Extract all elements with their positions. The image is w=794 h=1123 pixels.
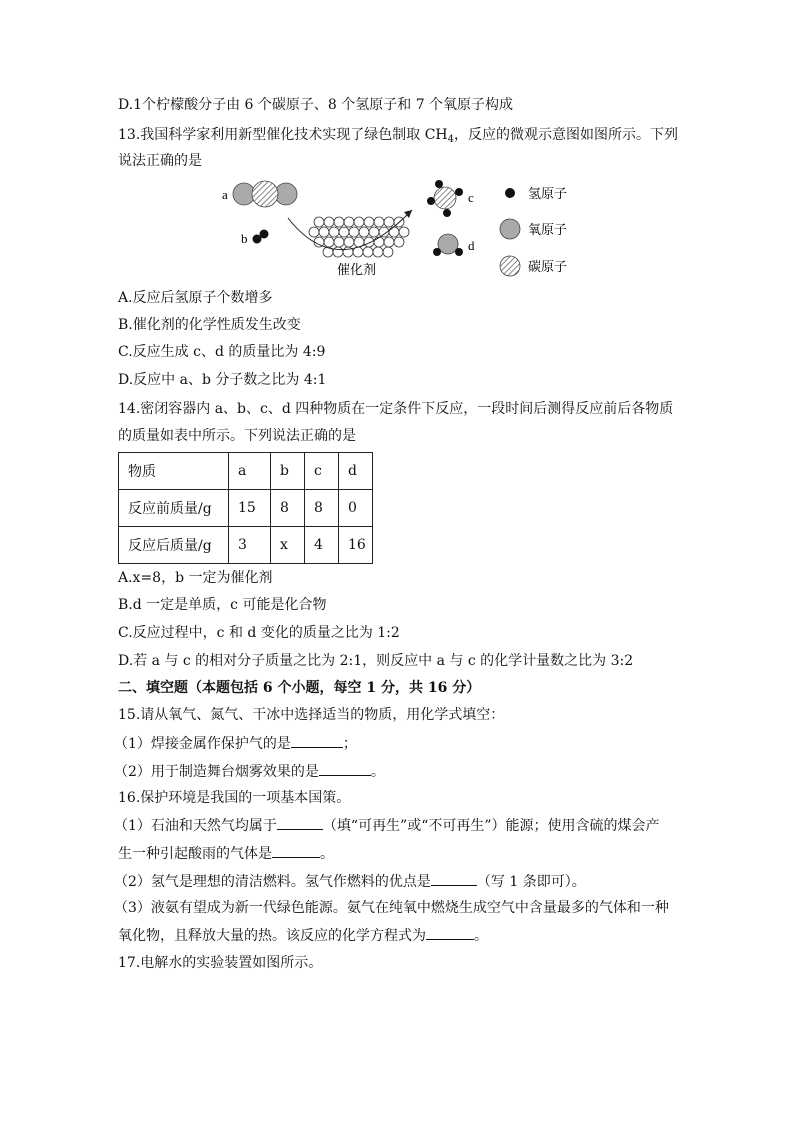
catalyst-particle	[349, 227, 359, 237]
table-cell: 0	[339, 490, 373, 527]
table-cell: 8	[305, 490, 339, 527]
table-header-cell: d	[339, 453, 373, 490]
catalyst-particle	[334, 217, 344, 227]
q12-option-d: D.1个柠檬酸分子由 6 个碳原子、8 个氢原子和 7 个氧原子构成	[118, 97, 514, 113]
catalyst-particle	[344, 217, 354, 227]
catalyst-particle	[314, 217, 324, 227]
table-cell: 反应后质量/g	[119, 527, 229, 564]
catalyst-particle	[333, 247, 343, 257]
table-header-cell: c	[305, 453, 339, 490]
label-b: b	[241, 231, 248, 246]
catalyst-particle	[344, 237, 354, 247]
q13-stem-line2: 说法正确的是	[118, 153, 202, 169]
catalyst-particle	[384, 217, 394, 227]
legend	[500, 186, 567, 276]
catalyst-particle	[309, 227, 319, 237]
table-row	[119, 490, 373, 527]
answer-blank[interactable]	[277, 815, 323, 830]
label-a: a	[222, 187, 228, 202]
table-cell: 反应前质量/g	[119, 490, 229, 527]
catalyst-particle	[329, 227, 339, 237]
q14-option-b: B.d 一定是单质，c 可能是化合物	[118, 597, 327, 613]
table-header-row	[119, 453, 373, 490]
catalyst-particle	[399, 227, 409, 237]
label-c: c	[468, 190, 474, 205]
catalyst-particle	[324, 237, 334, 247]
catalyst-surface	[309, 217, 409, 257]
q13-option-b: B.催化剂的化学性质发生改变	[118, 317, 301, 333]
molecule-c	[427, 180, 463, 217]
catalyst-particle	[319, 227, 329, 237]
table-header-cell: 物质	[119, 453, 229, 490]
table-cell: 16	[339, 527, 373, 564]
catalyst-particle	[369, 227, 379, 237]
catalyst-particle	[394, 237, 404, 247]
molecule-d	[433, 234, 463, 256]
answer-blank[interactable]	[426, 925, 474, 940]
q14-stem-line2: 的质量如表中所示。下列说法正确的是	[118, 428, 356, 444]
table-row	[119, 527, 373, 564]
table-cell: 15	[229, 490, 271, 527]
q16-part3-line1: （3）液氨有望成为新一代绿色能源。氨气在纯氧中燃烧生成空气中含量最多的气体和一种	[114, 900, 669, 916]
q13-option-d: D.反应中 a、b 分子数之比为 4:1	[118, 372, 327, 388]
q16-stem: 16.保护环境是我国的一项基本国策。	[118, 790, 351, 806]
catalyst-particle	[389, 227, 399, 237]
q15-part1: （1）焊接金属作保护气的是 ；	[114, 733, 357, 754]
q17-stem: 17.电解水的实验装置如图所示。	[118, 955, 323, 971]
mass-table	[118, 452, 373, 564]
q16-part2: （2）氢气是理想的清洁燃料。氢气作燃料的优点是 （写 1 条即可）。	[114, 871, 586, 892]
catalyst-particle	[359, 227, 369, 237]
table-cell: 4	[305, 527, 339, 564]
catalyst-particle	[324, 217, 334, 227]
legend-hydrogen-label: 氢原子	[528, 186, 568, 201]
q13-option-a: A.反应后氢原子个数增多	[118, 290, 273, 306]
legend-carbon-icon	[500, 256, 520, 276]
catalyst-particle	[383, 247, 393, 257]
molecule-b	[253, 230, 269, 244]
table-header-cell: a	[229, 453, 271, 490]
table-cell: x	[271, 527, 305, 564]
answer-blank[interactable]	[319, 761, 371, 776]
table-cell: 3	[229, 527, 271, 564]
catalyst-particle	[384, 237, 394, 247]
q14-option-a: A.x=8，b 一定为催化剂	[118, 570, 273, 586]
catalyst-particle	[374, 217, 384, 227]
q16-part1-line1: （1）石油和天然气均属于 （填“可再生”或“不可再生”）能源；使用含硫的煤会产	[114, 815, 660, 836]
legend-hydrogen-icon	[505, 188, 515, 198]
molecule-a	[233, 181, 297, 207]
catalyst-particle	[354, 217, 364, 227]
catalyst-particle	[339, 227, 349, 237]
catalyst-particle	[334, 237, 344, 247]
answer-blank[interactable]	[272, 843, 320, 858]
legend-oxygen-icon	[500, 219, 520, 239]
answer-blank[interactable]	[431, 871, 477, 886]
q14-stem-line1: 14.密闭容器内 a、b、c、d 四种物质在一定条件下反应，一段时间后测得反应前后各物质	[118, 401, 674, 417]
catalyst-particle	[374, 237, 384, 247]
q13-option-c: C.反应生成 c、d 的质量比为 4:9	[118, 344, 326, 360]
reaction-micro-diagram	[200, 170, 600, 280]
legend-oxygen-label: 氧原子	[528, 222, 568, 237]
q16-part3-line2: 氧化物，且释放大量的热。该反应的化学方程式为 。	[118, 925, 488, 946]
table-cell: 8	[271, 490, 305, 527]
catalyst-particle	[363, 247, 373, 257]
q16-part1-line2: 生一种引起酸雨的气体是 。	[118, 843, 334, 864]
q14-option-c: C.反应过程中，c 和 d 变化的质量之比为 1:2	[118, 625, 400, 641]
q14-option-d: D.若 a 与 c 的相对分子质量之比为 2:1，则反应中 a 与 c 的化学计量数之比为 3:2	[118, 653, 634, 669]
q15-part2: （2）用于制造舞台烟雾效果的是 。	[114, 761, 385, 782]
section-heading: 二、填空题（本题包括 6 个小题，每空 1 分，共 16 分）	[118, 680, 481, 696]
legend-carbon-label: 碳原子	[528, 259, 568, 274]
catalyst-particle	[364, 237, 374, 247]
label-d: d	[468, 238, 475, 253]
q13-stem-line1: 13.我国科学家利用新型催化技术实现了绿色制取 $CH_4$，反应的微观示意图如图所示。下列	[118, 127, 679, 145]
table-header-cell: b	[271, 453, 305, 490]
q15-stem: 15.请从氧气、氮气、干冰中选择适当的物质，用化学式填空：	[118, 707, 505, 723]
catalyst-particle	[364, 217, 374, 227]
answer-blank[interactable]	[291, 733, 343, 748]
catalyst-particle	[373, 247, 383, 257]
catalyst-label: 催化剂	[337, 262, 377, 277]
